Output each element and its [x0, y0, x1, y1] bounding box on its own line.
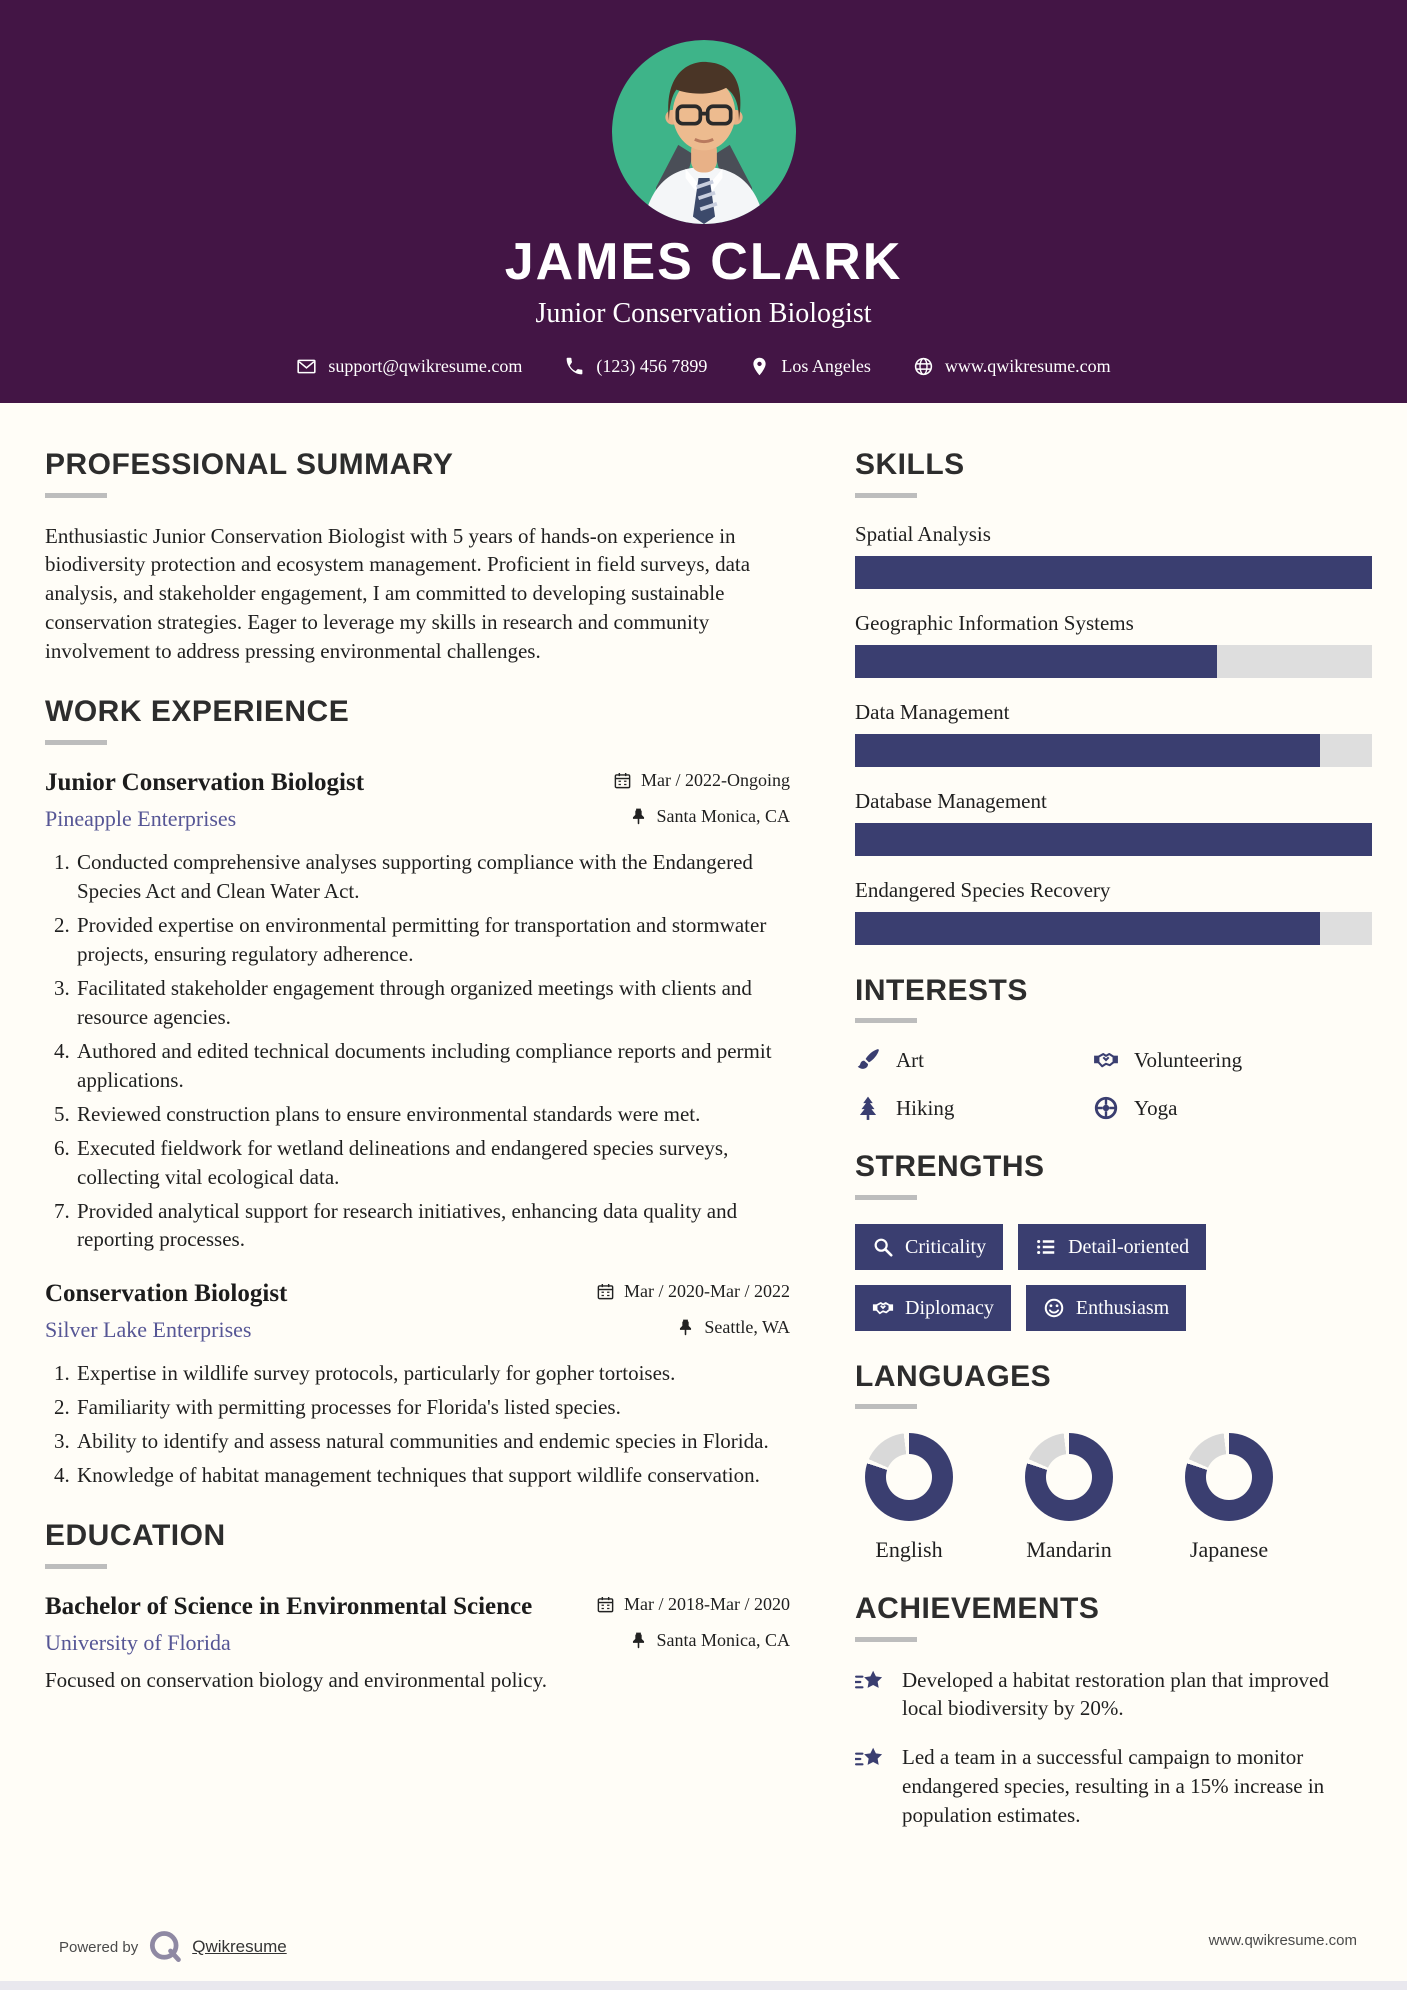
skill-item	[855, 700, 1372, 767]
language-label: Mandarin	[1026, 1537, 1112, 1562]
strength-label: Diplomacy	[905, 1296, 994, 1319]
skill-bar-fill	[855, 823, 1372, 856]
title-underline	[45, 740, 107, 745]
interest-item	[1093, 1047, 1372, 1073]
education-dates-text: Mar / 2018-Mar / 2020	[624, 1593, 790, 1614]
job-bullet: 4. Authored and edited technical documents including compliance reports and permit applications.	[75, 1037, 790, 1095]
candidate-name: JAMES CLARK	[504, 233, 903, 291]
job-bullet: 2. Provided expertise on environmental permitting for transportation and stormwater projects, ensuring regulatory adherence.	[75, 911, 790, 969]
strength-badge	[1018, 1224, 1206, 1270]
achievement-text: Developed a habitat restoration plan that improved local biodiversity by 20%.	[902, 1667, 1329, 1721]
interest-label: Volunteering	[1134, 1047, 1243, 1072]
title-underline	[855, 1404, 917, 1409]
skill-bar-track	[855, 645, 1372, 678]
search-icon	[872, 1236, 894, 1258]
tree-icon	[855, 1095, 881, 1121]
job-dates	[613, 770, 790, 791]
interests-grid	[855, 1047, 1372, 1121]
skill-item	[855, 789, 1372, 856]
title-underline	[855, 1637, 917, 1642]
language-donut-chart	[865, 1433, 953, 1521]
job-bullet: 4. Knowledge of habitat management techniques that support wildlife conservation.	[75, 1461, 790, 1490]
strength-badge	[855, 1285, 1011, 1331]
strengths-title: STRENGTHS	[855, 1150, 1045, 1183]
language-item	[1185, 1433, 1273, 1563]
job-role: Junior Conservation Biologist	[45, 768, 365, 796]
language-label: English	[875, 1537, 943, 1562]
powered-by	[59, 1928, 287, 1966]
interests-title: INTERESTS	[855, 973, 1028, 1007]
skill-bar-fill	[855, 645, 1217, 678]
list-icon	[1035, 1236, 1057, 1258]
education-dates	[596, 1594, 790, 1615]
skill-label: Data Management	[855, 699, 1010, 724]
degree: Bachelor of Science in Environmental Science	[45, 1592, 533, 1620]
pushpin-icon	[676, 1318, 695, 1337]
skill-label: Geographic Information Systems	[855, 610, 1134, 635]
languages-row	[855, 1433, 1372, 1563]
calendar-icon	[613, 771, 632, 790]
section-strengths	[855, 1151, 1372, 1331]
paintbrush-icon	[855, 1047, 881, 1073]
languages-title: LANGUAGES	[855, 1359, 1052, 1393]
interest-item	[855, 1095, 1093, 1121]
strength-label: Detail-oriented	[1068, 1235, 1190, 1258]
header	[0, 0, 1407, 403]
email-text: support@qwikresume.com	[328, 356, 523, 376]
job-location	[676, 1317, 790, 1338]
job-bullet: 3. Ability to identify and assess natural communities and endemic species in Florida.	[75, 1427, 790, 1456]
language-item	[1025, 1433, 1113, 1563]
skill-item	[855, 611, 1372, 678]
contact-website	[913, 356, 1111, 377]
job-location-text: Seattle, WA	[704, 1317, 790, 1338]
job-location	[629, 806, 790, 827]
title-underline	[855, 1195, 917, 1200]
calendar-icon	[596, 1595, 615, 1614]
achievements-title: ACHIEVEMENTS	[855, 1592, 1100, 1625]
page-bottom-strip	[0, 1981, 1407, 1990]
smiley-icon	[1043, 1297, 1065, 1319]
job-bullet-list	[45, 848, 790, 1255]
job-bullet: 1. Expertise in wildlife survey protocols, particularly for gopher tortoises.	[75, 1359, 790, 1388]
website-text: www.qwikresume.com	[944, 356, 1111, 376]
summary-title: PROFESSIONAL SUMMARY	[45, 448, 454, 481]
calendar-icon	[596, 1282, 615, 1301]
work-title: WORK EXPERIENCE	[45, 695, 350, 729]
location-pin-icon	[749, 356, 770, 377]
education-location-text: Santa Monica, CA	[656, 1629, 790, 1650]
contact-row	[0, 356, 1407, 377]
powered-by-text: Powered by	[59, 1938, 139, 1956]
section-achievements	[855, 1593, 1372, 1830]
title-underline	[45, 1564, 107, 1569]
section-languages	[855, 1361, 1372, 1564]
strength-label: Criticality	[905, 1235, 987, 1258]
skill-item	[855, 878, 1372, 945]
job-bullet: 3. Facilitated stakeholder engagement through organized meetings with clients and resource agencies.	[75, 974, 790, 1032]
achievement-item	[855, 1666, 1372, 1724]
job-location-text: Santa Monica, CA	[656, 805, 790, 826]
section-education	[45, 1520, 790, 1693]
phone-text: (123) 456 7899	[596, 356, 708, 376]
education-title: EDUCATION	[45, 1519, 226, 1553]
job-dates-text: Mar / 2022-Ongoing	[641, 769, 790, 790]
contact-phone	[564, 356, 707, 377]
interest-label: Art	[896, 1047, 924, 1072]
job-company: Pineapple Enterprises	[45, 805, 237, 831]
job-dates-text: Mar / 2020-Mar / 2022	[624, 1281, 790, 1302]
shooting-star-icon	[855, 1746, 887, 1772]
pushpin-icon	[629, 807, 648, 826]
title-underline	[855, 1018, 917, 1023]
location-text: Los Angeles	[781, 356, 871, 376]
job-bullet-list	[45, 1359, 790, 1490]
skills-title: SKILLS	[855, 448, 965, 481]
school: University of Florida	[45, 1629, 231, 1655]
achievement-text: Led a team in a successful campaign to monitor endangered species, resulting in a 15% increase in population estimates.	[902, 1745, 1325, 1828]
language-donut-chart	[1185, 1433, 1273, 1521]
handshake-icon	[1093, 1047, 1119, 1073]
section-skills	[855, 449, 1372, 945]
handshake-icon	[872, 1297, 894, 1319]
language-item	[865, 1433, 953, 1563]
job-role: Conservation Biologist	[45, 1280, 288, 1308]
section-summary	[45, 449, 790, 666]
section-interests	[855, 975, 1372, 1122]
education-entry	[45, 1593, 790, 1693]
interest-item	[855, 1047, 1093, 1073]
wheel-icon	[1093, 1095, 1119, 1121]
shooting-star-icon	[855, 1669, 887, 1695]
summary-text: Enthusiastic Junior Conservation Biologist with 5 years of hands-on experience in biodiversity protection and ecosystem management. Proficient in field surveys, data analysis, and stakeholder engagement, I am committed to developing sustainable conservation strategies. Eager to leverage my skills in research and community involvement to address pressing environmental challenges.	[45, 523, 751, 664]
skill-label: Spatial Analysis	[855, 521, 991, 546]
job-company: Silver Lake Enterprises	[45, 1317, 252, 1343]
strength-label: Enthusiasm	[1075, 1296, 1170, 1319]
qwikresume-logo-icon	[146, 1928, 184, 1966]
interest-label: Yoga	[1134, 1095, 1178, 1120]
skill-label: Endangered Species Recovery	[855, 877, 1111, 902]
education-location	[629, 1630, 790, 1651]
skill-bar-track	[855, 556, 1372, 589]
job-entry	[45, 1280, 790, 1490]
language-donut-chart	[1025, 1433, 1113, 1521]
envelope-icon	[296, 356, 317, 377]
strength-badge	[1026, 1285, 1186, 1331]
language-label: Japanese	[1189, 1537, 1269, 1562]
job-bullet: 5. Reviewed construction plans to ensure environmental standards were met.	[75, 1100, 790, 1129]
pushpin-icon	[629, 1631, 648, 1650]
job-bullet: 6. Executed fieldwork for wetland delineations and endangered species surveys, collecting vital ecological data.	[75, 1134, 790, 1192]
avatar-illustration	[612, 40, 796, 224]
job-bullet: 1. Conducted comprehensive analyses supporting compliance with the Endangered Species Act and Clean Water Act.	[75, 848, 790, 906]
job-bullet: 2. Familiarity with permitting processes for Florida's listed species.	[75, 1393, 790, 1422]
interest-item	[1093, 1095, 1372, 1121]
strength-badges	[855, 1224, 1275, 1331]
skill-bar-track	[855, 912, 1372, 945]
skill-bar-fill	[855, 556, 1372, 589]
right-column	[855, 403, 1372, 1860]
left-column	[45, 403, 790, 1723]
qwikresume-link[interactable]: Qwikresume	[192, 1937, 287, 1956]
contact-email	[296, 356, 522, 377]
education-note: Focused on conservation biology and environmental policy.	[45, 1667, 547, 1692]
skill-bar-track	[855, 734, 1372, 767]
skill-bar-track	[855, 823, 1372, 856]
phone-icon	[564, 356, 585, 377]
skill-item	[855, 522, 1372, 589]
job-entry	[45, 769, 790, 1255]
candidate-title: Junior Conservation Biologist	[535, 298, 872, 329]
achievement-item	[855, 1743, 1372, 1830]
job-bullet: 7. Provided analytical support for research initiatives, enhancing data quality and reporting processes.	[75, 1197, 790, 1255]
globe-icon	[913, 356, 934, 377]
contact-location	[749, 356, 871, 377]
interest-label: Hiking	[896, 1095, 955, 1120]
footer	[0, 1914, 1407, 1974]
skill-label: Database Management	[855, 788, 1047, 813]
footer-site-url: www.qwikresume.com	[1208, 1932, 1357, 1949]
title-underline	[45, 493, 107, 498]
section-work	[45, 696, 790, 1490]
job-dates	[596, 1281, 790, 1302]
title-underline	[855, 493, 917, 498]
skill-bar-fill	[855, 734, 1320, 767]
avatar	[612, 40, 796, 224]
skill-bar-fill	[855, 912, 1320, 945]
strength-badge	[855, 1224, 1003, 1270]
